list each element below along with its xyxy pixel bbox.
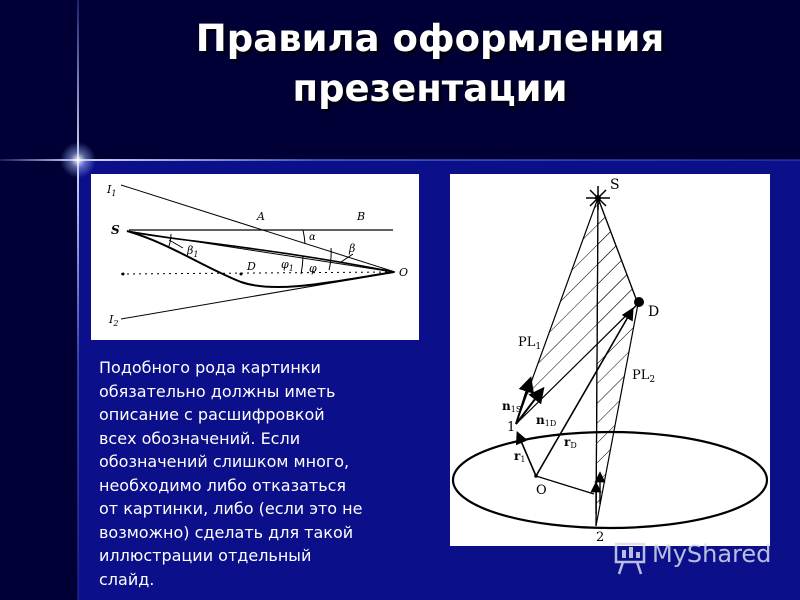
line-i1-o xyxy=(121,185,395,272)
light-flare-vertical xyxy=(77,0,79,600)
description-line: всех обозначений. Если xyxy=(99,428,301,448)
watermark-text: MyShared xyxy=(652,540,772,568)
point-d xyxy=(240,273,243,276)
description-line: иллюстрации отдельный xyxy=(99,546,312,565)
label-n1s: n1S xyxy=(502,399,522,414)
description-line: обязательно должны иметь xyxy=(99,381,336,401)
figure-description xyxy=(99,356,429,591)
description-line: обозначений слишком много, xyxy=(99,452,350,471)
label-d: D xyxy=(247,260,256,273)
slide-title-line-2: презентации xyxy=(292,67,568,110)
label-phi1: $\varphi_1$ xyxy=(281,258,294,273)
geometry-diagram-svg xyxy=(450,174,770,546)
description-line: необходимо либо отказаться xyxy=(99,475,347,495)
slide-title xyxy=(90,14,770,114)
description-line: возможно) сделать для такой xyxy=(99,522,354,542)
label-s: S xyxy=(610,177,620,193)
label-b: B xyxy=(357,210,366,223)
pointer-beta1 xyxy=(169,240,183,248)
point-axis-start xyxy=(122,273,125,276)
description-line: Подобного рода картинки xyxy=(99,358,321,377)
label-2: 2 xyxy=(596,530,605,545)
label-pl2: $PL_2$ xyxy=(632,368,656,385)
label-beta: β xyxy=(349,242,356,255)
label-d: D xyxy=(648,304,660,320)
description-line: описание с расшифровкой xyxy=(99,405,325,424)
watermark xyxy=(610,536,780,576)
figure-geometry-diagram xyxy=(450,174,770,546)
label-rd: rD xyxy=(564,435,577,450)
description-line: от картинки, либо (если это не xyxy=(99,499,363,518)
arc-alpha xyxy=(303,230,305,244)
label-i1: $I_1$ xyxy=(107,183,117,198)
description-line: слайд. xyxy=(99,569,155,589)
left-band xyxy=(0,160,78,600)
label-o: O xyxy=(399,266,409,279)
label-pl1: $PL_1$ xyxy=(518,335,542,352)
point-d xyxy=(634,297,644,307)
light-flare-horizontal xyxy=(0,159,800,161)
figure-optics-diagram xyxy=(91,174,419,340)
label-alpha: α xyxy=(309,232,316,243)
label-s: S xyxy=(111,223,120,237)
optics-diagram-svg xyxy=(91,174,419,340)
label-n1d: n1D xyxy=(536,413,557,428)
star-icon xyxy=(586,186,610,210)
label-r1: r1 xyxy=(514,449,526,464)
label-beta1: $\beta_1$ xyxy=(187,244,199,259)
label-1: 1 xyxy=(507,420,516,435)
light-flare-glow xyxy=(60,142,96,178)
slide-title-line-1: Правила оформления xyxy=(195,17,665,60)
label-i2: $I_2$ xyxy=(109,313,119,328)
label-o: O xyxy=(536,483,547,498)
axis-line xyxy=(121,272,393,274)
label-phi: φ xyxy=(309,262,317,275)
point-o xyxy=(534,474,538,478)
label-a: A xyxy=(257,210,265,223)
arc-phi1 xyxy=(301,256,303,274)
presentation-board-icon xyxy=(610,536,650,576)
